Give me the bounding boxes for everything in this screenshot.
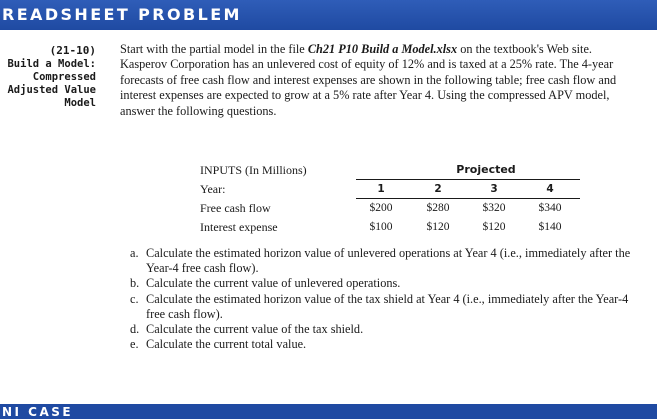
section-banner [0, 0, 657, 30]
table-cell: $200 [369, 202, 393, 214]
problem-tag-line: Model [64, 97, 96, 109]
question-text: Calculate the current value of the tax shield. [146, 322, 364, 337]
question-text: Calculate the current total value. [146, 337, 307, 352]
intro-text-before: Start with the partial model in the file [120, 42, 308, 56]
table-cell: $120 [482, 221, 506, 233]
table-row [196, 200, 580, 219]
year-rule [356, 198, 580, 199]
question-letter: e. [130, 337, 139, 352]
table-cell: $320 [482, 202, 506, 214]
question-letter: d. [130, 322, 140, 337]
projected-rule [356, 179, 580, 180]
year-cell: 3 [490, 183, 498, 195]
question-item [130, 337, 640, 352]
year-cell: 1 [377, 183, 385, 195]
table-row [196, 219, 580, 238]
table-cell: $140 [538, 221, 562, 233]
table-cell: $100 [369, 221, 393, 233]
table-header-row [196, 162, 580, 181]
question-letter: a. [130, 246, 139, 260]
year-row [196, 181, 580, 200]
problem-number: (21-10) [49, 44, 96, 57]
problem-sidebar [0, 44, 96, 110]
year-label: Year: [200, 182, 226, 196]
intro-file-name: Ch21 P10 Build a Model.xlsx [307, 42, 458, 56]
projected-label: Projected [456, 163, 516, 176]
year-cell: 4 [546, 183, 554, 195]
question-text: Calculate the estimated horizon value of unlevered operations at Year 4 (i.e., immediately after the Year-4 free cash flow). [146, 246, 631, 276]
next-section-banner [0, 404, 657, 419]
next-section-title: NI CASE [2, 405, 74, 419]
intro-text-after: on the textbook's Web site. Kasperov Corporation has an unlevered cost of equity of 12% and is taxed at a 25% rate. The 4-year forecasts of free cash flow and interest expenses are shown in the following table; free cash flow and interest expenses are expected to grow at a 5% rate after Year 4. Using the compressed APV model, answer the following questions. [120, 42, 617, 118]
problem-intro [120, 42, 620, 119]
problem-tag-line: Compressed [32, 71, 96, 83]
inputs-header-label: INPUTS (In Millions) [200, 163, 307, 177]
question-letter: b. [130, 276, 140, 291]
question-item [130, 246, 640, 276]
table-cell: $280 [426, 202, 450, 214]
problem-tag-line: Build a Model: [7, 58, 96, 70]
question-item [130, 292, 640, 322]
table-cell: $340 [538, 202, 562, 214]
row-label: Interest expense [200, 220, 278, 234]
question-list [130, 246, 640, 352]
question-item [130, 276, 640, 291]
inputs-table [196, 162, 580, 238]
question-text: Calculate the estimated horizon value of the tax shield at Year 4 (i.e., immediately after the Year-4 free cash flow). [146, 291, 629, 321]
row-label: Free cash flow [200, 201, 271, 215]
section-banner-title: READSHEET PROBLEM [2, 5, 242, 24]
question-text: Calculate the current value of unlevered operations. [146, 276, 401, 291]
year-cell: 2 [434, 183, 442, 195]
table-cell: $120 [426, 221, 450, 233]
question-item [130, 322, 640, 337]
problem-tag-line: Adjusted Value [7, 84, 96, 96]
question-letter: c. [130, 291, 139, 306]
